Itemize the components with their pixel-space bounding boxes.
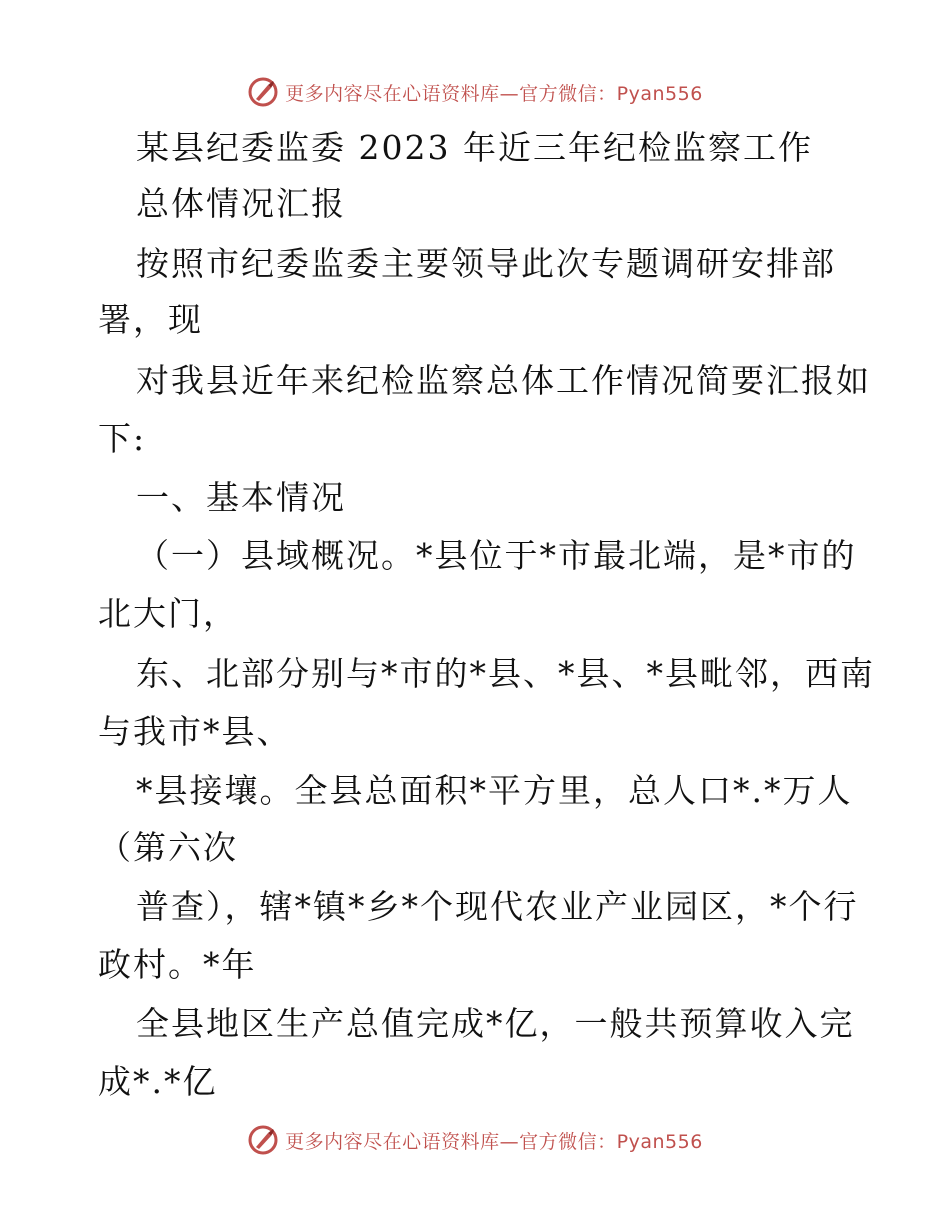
paragraph-line: 对我县近年来纪检监察总体工作情况简要汇报如 xyxy=(136,361,871,400)
paragraph-line: （第六次 xyxy=(98,828,238,867)
paragraph-line: 普查），辖*镇*乡*个现代农业产业园区，*个行 xyxy=(136,887,859,926)
paragraph-line: 署，现 xyxy=(98,300,203,339)
paragraph-line: 全县地区生产总值完成*亿，一般共预算收入完 xyxy=(136,1004,855,1043)
paragraph-line: 成*.*亿 xyxy=(98,1062,218,1101)
quill-logo-icon xyxy=(247,1124,279,1156)
paragraph-line: 按照市纪委监委主要领导此次专题调研安排部 xyxy=(136,244,836,283)
paragraph-line: 东、北部分别与*市的*县、*县、*县毗邻，西南 xyxy=(136,654,875,693)
header-banner-text: 更多内容尽在心语资料库—官方微信：Pyan556 xyxy=(285,82,703,105)
paragraph-line: 与我市*县、 xyxy=(98,712,292,751)
document-title-line-1: 某县纪委监委 2023 年近三年纪检监察工作 xyxy=(136,128,813,167)
footer-banner xyxy=(0,1120,950,1160)
paragraph-line: 政村。*年 xyxy=(98,945,257,984)
paragraph-line: 北大门， xyxy=(98,594,238,633)
section-heading: 一、基本情况 xyxy=(136,478,346,517)
footer-banner-text: 更多内容尽在心语资料库—官方微信：Pyan556 xyxy=(285,1130,703,1153)
paragraph-line: 下: xyxy=(98,419,147,458)
paragraph-line: *县接壤。全县总面积*平方里，总人口*.*万人 xyxy=(136,771,853,810)
paragraph-line: （一）县域概况。*县位于*市最北端，是*市的 xyxy=(136,536,857,575)
document-title-line-2: 总体情况汇报 xyxy=(136,184,346,223)
